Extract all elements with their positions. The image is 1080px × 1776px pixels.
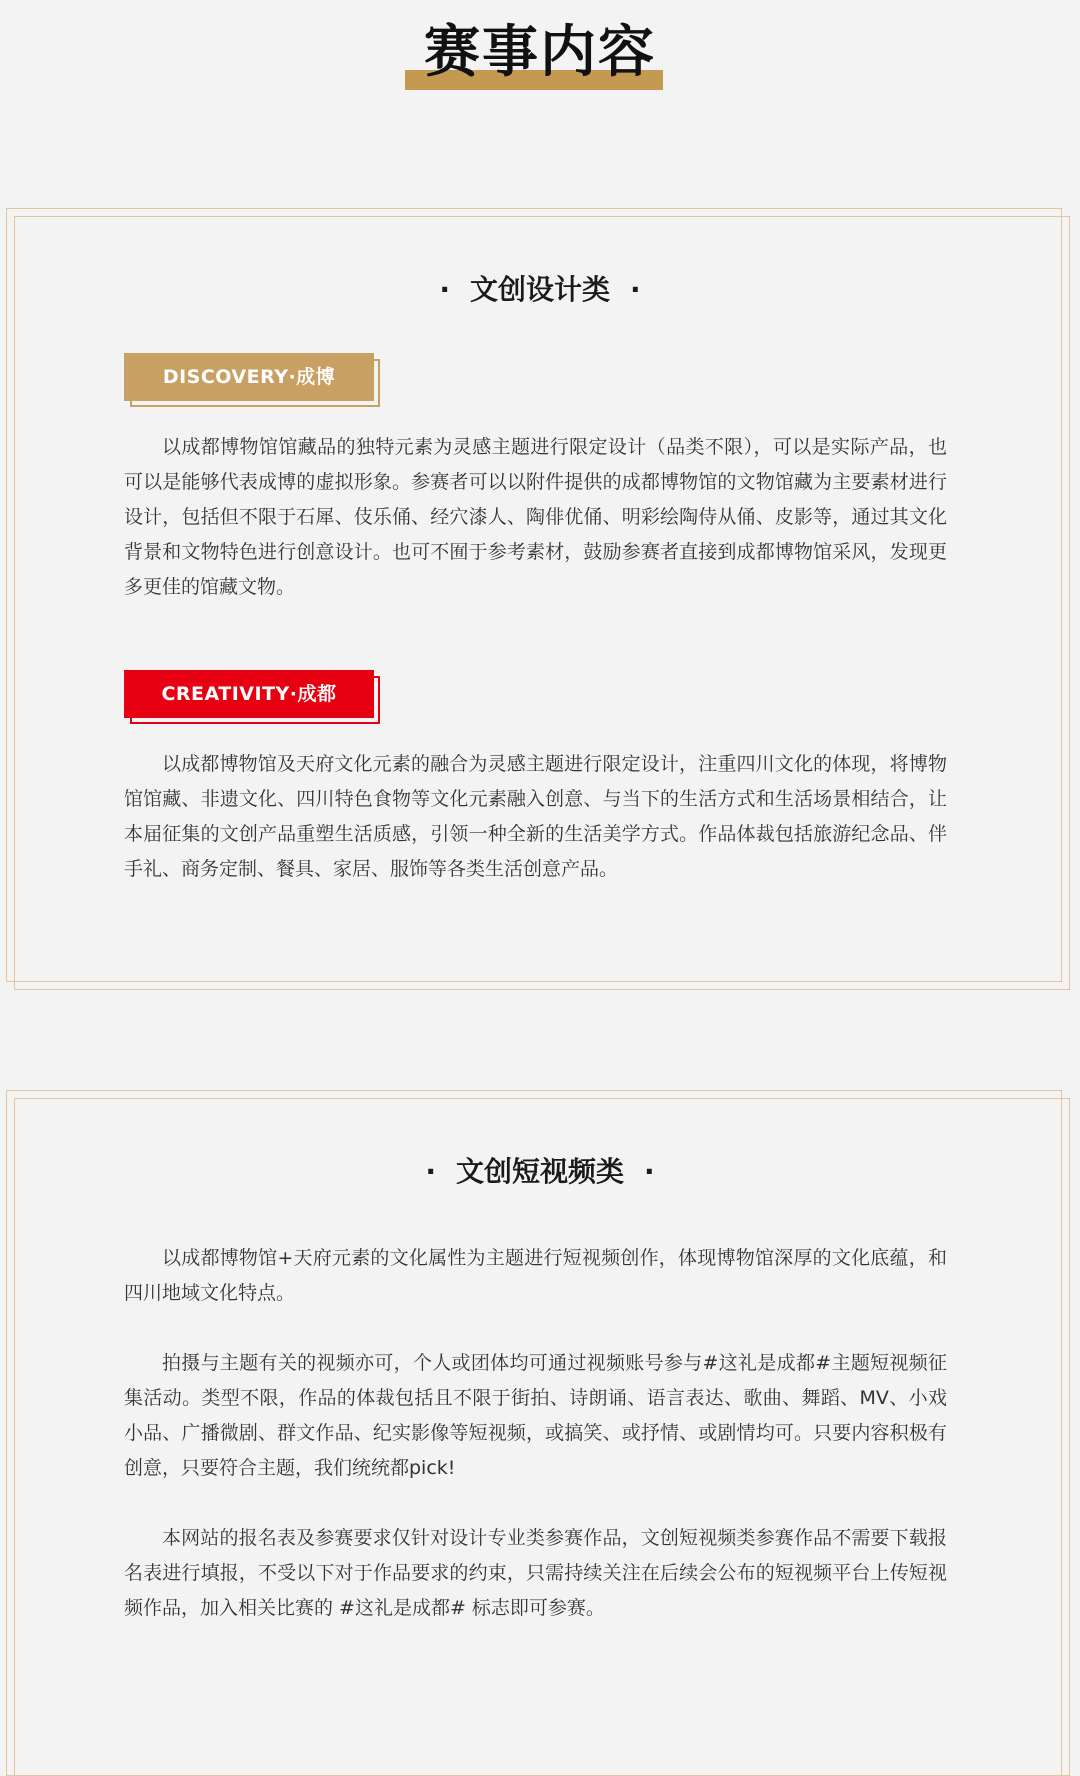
section-title-video <box>0 1154 1080 1190</box>
video-rules-paragraph: 拍摄与主题有关的视频亦可，个人或团体均可通过视频账号参与#这礼是成都#主题短视频征集活动。类型不限，作品的体裁包括且不限于街拍、诗朗诵、语言表达、歌曲、舞蹈、MV、小戏小品、广播微剧、群文作品、纪实影像等短视频，或搞笑、或抒情、或剧情均可。只要内容积极有创意，只要符合主题，我们统统都pick! <box>124 1352 947 1479</box>
video-section-panel <box>0 1090 1080 1736</box>
title-dot-left: · <box>425 1155 436 1188</box>
section-title-design <box>0 272 1080 308</box>
video-registration-note: 本网站的报名表及参赛要求仅针对设计专业类参赛作品，文创短视频类参赛作品不需要下载报名表进行填报，不受以下对于作品要求的约束，只需持续关注在后续会公布的短视频平台上传短视频作品，加入相关比赛的 #这礼是成都# 标志即可参赛。 <box>124 1527 947 1619</box>
page-header <box>0 18 1080 98</box>
discovery-description: 以成都博物馆馆藏品的独特元素为灵感主题进行限定设计（品类不限），可以是实际产品，也可以是能够代表成博的虚拟形象。参赛者可以以附件提供的成都博物馆的文物馆藏为主要素材进行设计，包括但不限于石犀、伎乐俑、经穴漆人、陶俳优俑、明彩绘陶侍从俑、皮影等，通过其文化背景和文物特色进行创意设计。也可不囿于参考素材，鼓励参赛者直接到成都博物馆采风，发现更多更佳的馆藏文物。 <box>124 436 947 598</box>
title-dot-right: · <box>630 273 641 306</box>
section-title-design-text: 文创设计类 <box>469 273 610 306</box>
discovery-tag <box>124 353 380 407</box>
discovery-tag-label: DISCOVERY·成博 <box>124 353 374 401</box>
design-section-panel <box>0 208 1080 990</box>
creativity-description: 以成都博物馆及天府文化元素的融合为灵感主题进行限定设计，注重四川文化的体现，将博物馆馆藏、非遗文化、四川特色食物等文化元素融入创意、与当下的生活方式和生活场景相结合，让本届征集的文创产品重塑生活质感，引领一种全新的生活美学方式。作品体裁包括旅游纪念品、伴手礼、商务定制、餐具、家居、服饰等各类生活创意产品。 <box>124 753 947 880</box>
video-intro-paragraph: 以成都博物馆+天府元素的文化属性为主题进行短视频创作，体现博物馆深厚的文化底蕴，和四川地域文化特点。 <box>124 1247 947 1304</box>
section-title-video-text: 文创短视频类 <box>455 1155 624 1188</box>
title-dot-left: · <box>439 273 450 306</box>
page-title: 赛事内容 <box>424 20 656 85</box>
creativity-tag-label: CREATIVITY·成都 <box>124 670 374 718</box>
creativity-tag <box>124 670 380 724</box>
title-dot-right: · <box>644 1155 655 1188</box>
